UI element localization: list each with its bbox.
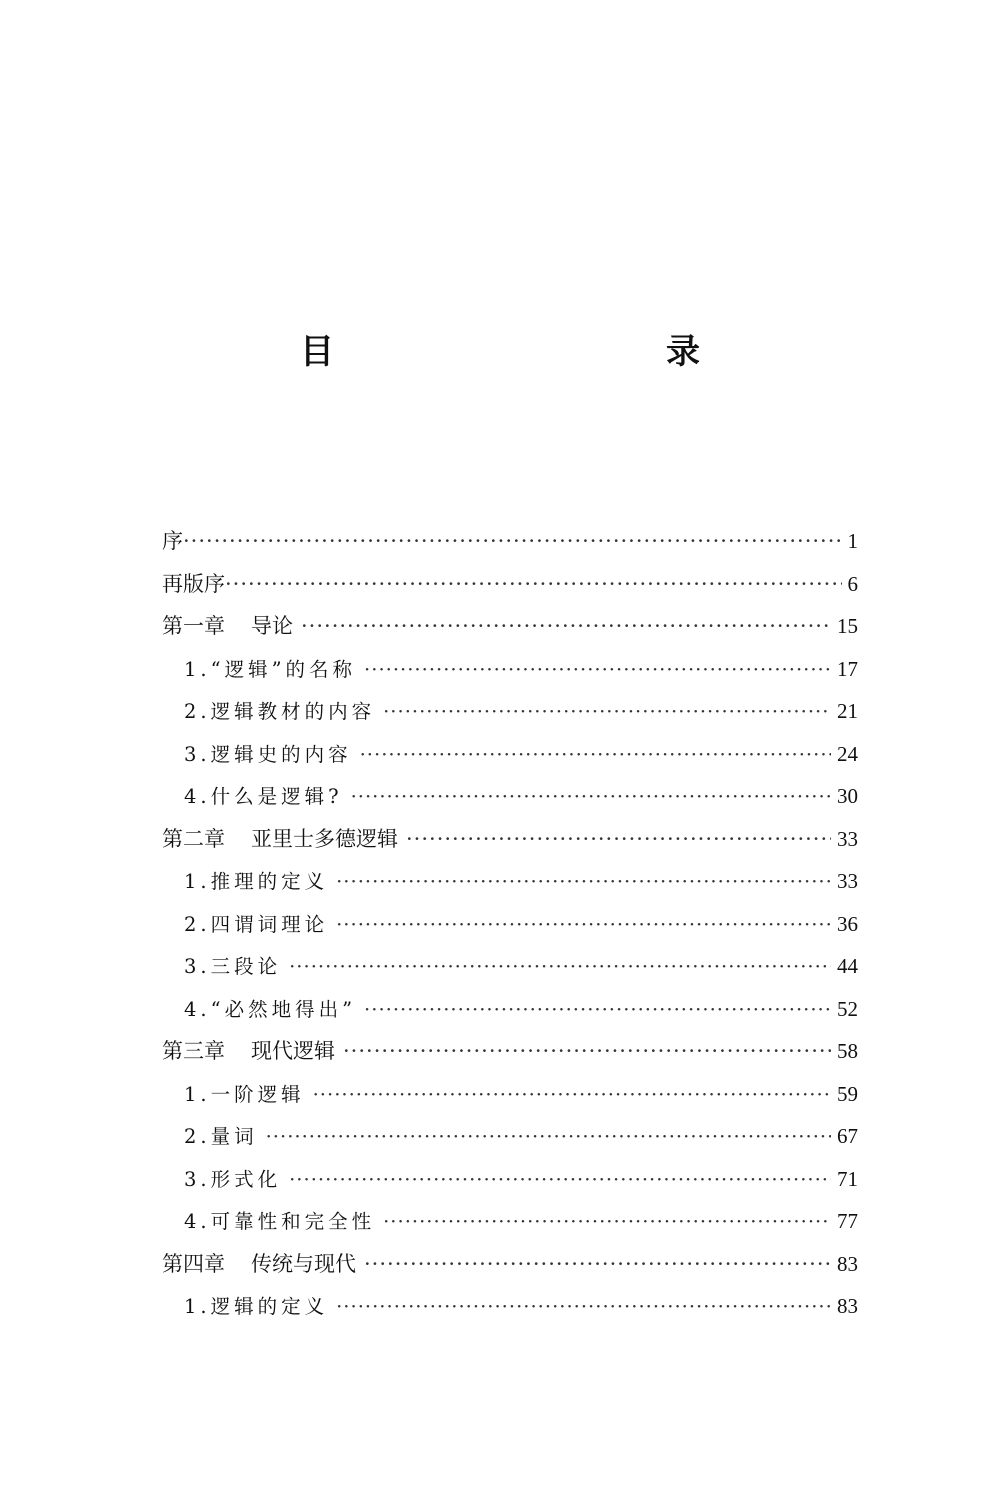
toc-entry-label: 3.形式化 bbox=[184, 1167, 282, 1191]
chapter-title: 传统与现代 bbox=[251, 1251, 356, 1276]
toc-page-number: 77 bbox=[837, 1209, 858, 1233]
toc-page-number: 6 bbox=[847, 571, 858, 596]
dot-leader bbox=[301, 605, 831, 648]
dot-leader bbox=[183, 520, 842, 563]
dot-leader bbox=[383, 691, 831, 734]
toc-page-number: 52 bbox=[837, 996, 858, 1021]
toc-chapter-4[interactable] bbox=[162, 1243, 858, 1286]
toc-section[interactable] bbox=[162, 648, 858, 691]
toc-page-number: 33 bbox=[837, 869, 858, 893]
toc-entry-label bbox=[162, 1243, 356, 1286]
toc-page-number: 21 bbox=[837, 699, 858, 723]
toc-page-number: 71 bbox=[837, 1166, 858, 1191]
toc-entry-reprint-preface[interactable] bbox=[162, 563, 858, 606]
toc-page-number: 15 bbox=[837, 614, 858, 638]
toc-entry-label: 3.三段论 bbox=[184, 955, 282, 978]
toc-page-number: 33 bbox=[837, 826, 858, 851]
toc-section[interactable] bbox=[162, 988, 858, 1031]
dot-leader bbox=[313, 1074, 831, 1117]
toc-section[interactable] bbox=[162, 1073, 858, 1116]
toc-entry-label: 1.推理的定义 bbox=[184, 870, 329, 893]
dot-leader bbox=[364, 1243, 831, 1286]
toc-entry-label: 3.逻辑史的内容 bbox=[184, 742, 352, 766]
toc-entry-label: 序 bbox=[162, 529, 183, 553]
chapter-number: 第二章 bbox=[162, 826, 225, 851]
toc-page-number: 83 bbox=[837, 1294, 858, 1318]
toc-entry-label: 4.可靠性和完全性 bbox=[184, 1210, 376, 1233]
chapter-title: 亚里士多德逻辑 bbox=[251, 826, 398, 851]
dot-leader bbox=[364, 649, 831, 692]
toc-entry-label: 2.量词 bbox=[184, 1125, 258, 1148]
toc-entry-preface[interactable] bbox=[162, 520, 858, 563]
toc-page-number: 30 bbox=[837, 784, 858, 808]
toc-entry-label: 4.“必然地得出” bbox=[184, 997, 357, 1021]
dot-leader bbox=[289, 1159, 831, 1202]
dot-leader bbox=[364, 989, 831, 1032]
dot-leader bbox=[336, 1286, 831, 1329]
toc-chapter-1[interactable] bbox=[162, 605, 858, 648]
dot-leader bbox=[343, 1030, 831, 1073]
page-title: 目 录 bbox=[300, 332, 788, 372]
dot-leader bbox=[336, 861, 831, 904]
toc-section[interactable] bbox=[162, 860, 858, 903]
toc-entry-label bbox=[162, 605, 293, 648]
toc-chapter-2[interactable] bbox=[162, 818, 858, 861]
toc-entry-label: 再版序 bbox=[162, 571, 225, 596]
toc-section[interactable] bbox=[162, 903, 858, 946]
dot-leader bbox=[266, 1116, 831, 1159]
dot-leader bbox=[336, 904, 831, 947]
toc-section[interactable] bbox=[162, 945, 858, 988]
toc-entry-label: 4.什么是逻辑? bbox=[184, 785, 343, 808]
chapter-number: 第四章 bbox=[162, 1251, 225, 1276]
toc-section[interactable] bbox=[162, 690, 858, 733]
toc-page-number: 17 bbox=[837, 656, 858, 681]
toc-entry-label bbox=[162, 818, 398, 861]
toc-section[interactable] bbox=[162, 1200, 858, 1243]
toc-entry-label bbox=[162, 1030, 335, 1073]
toc-section[interactable] bbox=[162, 775, 858, 818]
toc-section[interactable] bbox=[162, 1158, 858, 1201]
chapter-number: 第一章 bbox=[162, 614, 225, 638]
dot-leader bbox=[360, 734, 831, 777]
chapter-title: 现代逻辑 bbox=[251, 1039, 335, 1063]
toc-section[interactable] bbox=[162, 1115, 858, 1158]
toc-entry-label: 2.逻辑教材的内容 bbox=[184, 700, 376, 723]
toc-entry-label: 1.“逻辑”的名称 bbox=[184, 657, 357, 681]
toc-page-number: 44 bbox=[837, 954, 858, 978]
toc-chapter-3[interactable] bbox=[162, 1030, 858, 1073]
dot-leader bbox=[351, 776, 831, 819]
dot-leader bbox=[383, 1201, 831, 1244]
toc-page-number: 83 bbox=[837, 1251, 858, 1276]
toc-page-number: 1 bbox=[847, 529, 858, 553]
toc-entry-label: 1.一阶逻辑 bbox=[184, 1082, 305, 1106]
toc-entry-label: 1.逻辑的定义 bbox=[184, 1295, 329, 1318]
dot-leader bbox=[406, 818, 831, 861]
toc-page-number: 67 bbox=[837, 1124, 858, 1148]
toc-page-number: 59 bbox=[837, 1081, 858, 1106]
chapter-title: 导论 bbox=[251, 614, 293, 638]
dot-leader bbox=[225, 563, 842, 606]
toc-page-number: 58 bbox=[837, 1039, 858, 1063]
toc-page-number: 24 bbox=[837, 741, 858, 766]
chapter-number: 第三章 bbox=[162, 1039, 225, 1063]
toc-section[interactable] bbox=[162, 733, 858, 776]
toc-page-number: 36 bbox=[837, 911, 858, 936]
toc-section[interactable] bbox=[162, 1285, 858, 1328]
dot-leader bbox=[289, 946, 831, 989]
toc-entry-label: 2.四谓词理论 bbox=[184, 912, 329, 936]
table-of-contents bbox=[162, 520, 858, 1328]
